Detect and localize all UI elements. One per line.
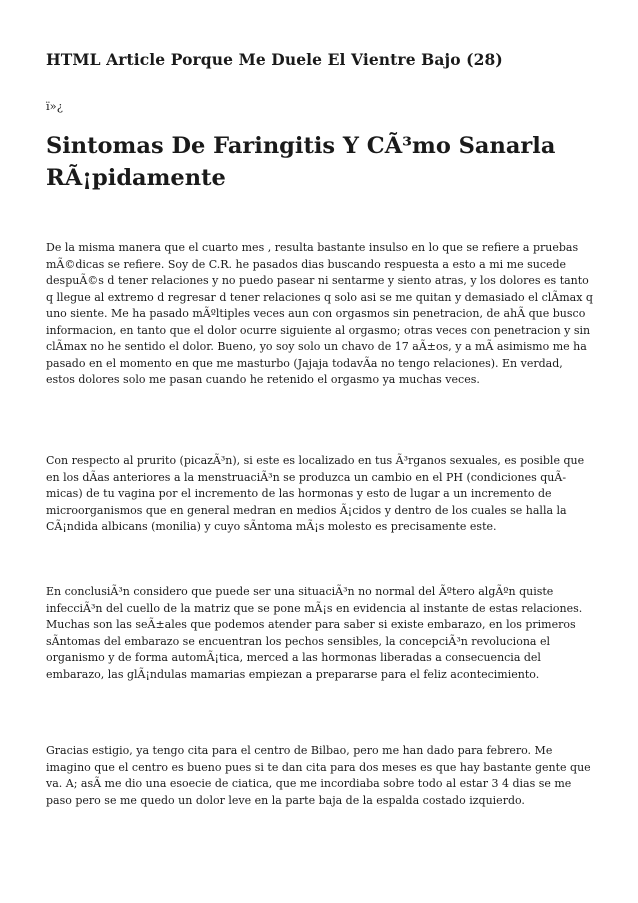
document-title: HTML Article Porque Me Duele El Vientre Bajo (28): [46, 50, 503, 69]
byte-order-mark-text: ï»¿: [46, 99, 63, 113]
article-heading: Sintomas De Faringitis Y CÃ³mo Sanarla RÃ¡pidamente: [46, 133, 556, 191]
paragraph-1: De la misma manera que el cuarto mes , resulta bastante insulso en lo que se refiere a pruebas mÃ©dicas se refiere. Soy de C.R. he pasados dias buscando respuesta a esto a mi me sucede despuÃ©s d tener relaciones y no puedo pasear ni sentarme y siento atras, y los dolores es tanto q llegue al extremo d regresar d tener relaciones q solo asi se me quitan y demasiado el clÃmax q uno siente. Me ha pasado mÃºltiples veces aun con orgasmos sin penetracion, de ahÃ que busco informacion, en tanto que el dolor ocurre siguiente al orgasmo; otras veces con penetracion y sin clÃmax no he sentido el dolor. Bueno, yo soy solo un chavo de 17 aÃ±os, y a mÃ asimismo me ha pasado en el momento en que me masturbo (Jajaja todavÃa no tengo relaciones). En verdad, estos dolores solo me pasan cuando he retenido el orgasmo ya muchas veces.: [46, 241, 593, 386]
paragraph-2: Con respecto al prurito (picazÃ³n), si este es localizado en tus Ã³rganos sexuales, es posible que en los dÃas anteriores a la menstruaciÃ³n se produzca un cambio en el PH (condiciones quÃmicas) de tu vagina por el incremento de las hormonas y esto de lugar a un incremento de microorganismos que en general medran en medios Ã¡cidos y dentro de los cuales se halla la CÃ¡ndida albicans (monilia) y cuyo sÃntoma mÃ¡s molesto es precisamente este.: [46, 454, 585, 533]
paragraph-3: En conclusiÃ³n considero que puede ser una situaciÃ³n no normal del Ãºtero algÃºn quiste infecciÃ³n del cuello de la matriz que se pone mÃ¡s en evidencia al instante de estas relaciones. Muchas son las seÃ±ales que podemos atender para saber si existe embarazo, en los primeros sÃntomas del embarazo se encuentran los pechos sensibles, la concepciÃ³n revoluciona el organismo y de forma automÃ¡tica, merced a las hormonas liberadas a consecuencia del embarazo, las glÃ¡ndulas mamarias empiezan a prepararse para el feliz acontecimiento.: [46, 585, 583, 681]
paragraph-4: Gracias estigio, ya tengo cita para el centro de Bilbao, pero me han dado para febrero. Me imagino que el centro es bueno pues si te dan cita para dos meses es que hay bastante gente que va. A; asÃ me dio una esoecie de ciatica, que me incordiaba sobre todo al estar 3 4 dias se me paso pero se me quedo un dolor leve en la parte baja de la espalda costado izquierdo.: [46, 744, 591, 807]
